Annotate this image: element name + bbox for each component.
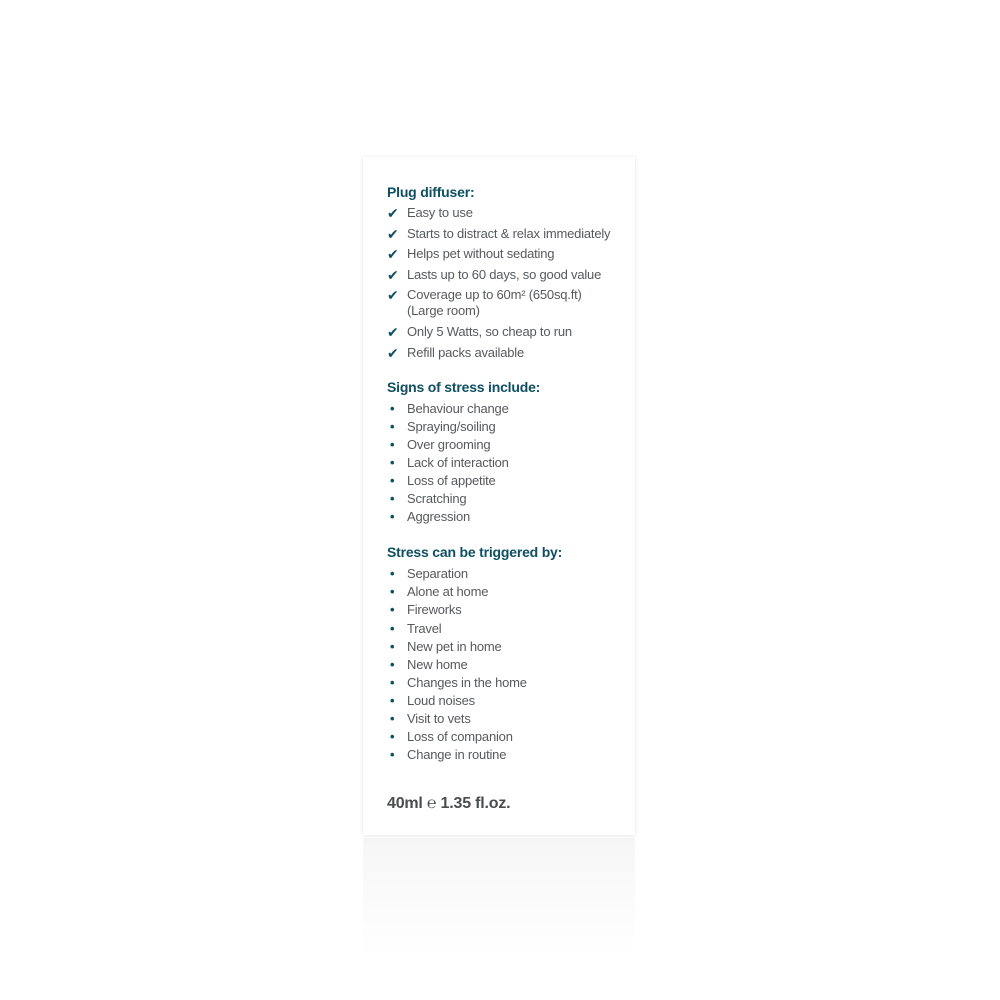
bullet-icon: •: [390, 436, 395, 452]
list-item: [387, 710, 627, 728]
bullet-icon: •: [390, 729, 395, 745]
check-icon: ✔: [387, 323, 399, 340]
list-item: [387, 205, 627, 221]
bullet-icon: •: [390, 620, 395, 636]
list-item: [387, 656, 627, 674]
list-item: [387, 324, 627, 340]
bullet-icon: •: [390, 472, 395, 488]
list-item-text: Over grooming: [407, 436, 491, 452]
bullet-icon: •: [390, 491, 395, 507]
check-icon: ✔: [387, 205, 399, 221]
list-item: [387, 601, 627, 619]
bullet-icon: •: [390, 566, 395, 582]
volume-label: 40ml ℮ 1.35 fl.oz.: [387, 795, 511, 812]
list-item: [387, 287, 613, 319]
list-item: [387, 345, 627, 361]
list-item-text: New pet in home: [407, 638, 502, 654]
list-item-text: Lack of interaction: [407, 454, 509, 470]
list-item-text: New home: [407, 656, 468, 672]
plug-diffuser-list: [387, 205, 627, 361]
plug-diffuser-section: [387, 183, 627, 361]
list-item: [387, 472, 627, 490]
bullet-icon: •: [390, 674, 395, 690]
bullet-icon: •: [390, 692, 395, 708]
list-item: [387, 728, 627, 746]
list-item-text: Easy to use: [407, 205, 473, 220]
list-item-text: Starts to distract & relax immediately: [407, 225, 611, 241]
list-item: [387, 418, 627, 436]
list-item-text: Only 5 Watts, so cheap to run: [407, 323, 572, 339]
check-icon: ✔: [387, 344, 399, 361]
list-item-text: Travel: [407, 620, 442, 636]
bullet-icon: •: [390, 656, 395, 672]
list-item: [387, 565, 627, 583]
list-item-text: Lasts up to 60 days, so good value: [407, 266, 602, 282]
stress-triggers-list: [387, 565, 627, 764]
list-item-text: Changes in the home: [407, 674, 527, 690]
bullet-icon: •: [390, 454, 395, 470]
list-item-text: Visit to vets: [407, 710, 471, 726]
list-item: [387, 436, 627, 454]
list-item: [387, 692, 627, 710]
box-reflection: [363, 838, 635, 958]
list-item-text: Spraying/soiling: [407, 418, 496, 434]
list-item-text: Alone at home: [407, 584, 489, 600]
list-item-text: Helps pet without sedating: [407, 246, 555, 262]
list-item-text: Fireworks: [407, 602, 462, 618]
list-item: [387, 400, 627, 418]
list-item-text: Coverage up to 60m² (650sq.ft) (Large room): [407, 287, 582, 319]
stress-triggers-heading: Stress can be triggered by:: [387, 544, 563, 561]
list-item: [387, 490, 627, 508]
list-item: [387, 454, 627, 472]
list-item: [387, 267, 627, 283]
plug-diffuser-heading: Plug diffuser:: [387, 184, 475, 200]
bullet-icon: •: [390, 584, 395, 600]
bullet-icon: •: [390, 638, 395, 654]
list-item: [387, 226, 627, 242]
list-item-text: Aggression: [407, 509, 471, 525]
signs-of-stress-section: [387, 378, 627, 527]
list-item: [387, 638, 627, 656]
bullet-icon: •: [390, 710, 395, 726]
list-item: [387, 620, 627, 638]
check-icon: ✔: [387, 225, 399, 242]
signs-of-stress-heading: Signs of stress include:: [387, 378, 541, 395]
list-item-text: Change in routine: [407, 747, 507, 763]
list-item: [387, 508, 627, 526]
bullet-icon: •: [390, 418, 395, 434]
check-icon: ✔: [387, 246, 399, 263]
list-item-text: Scratching: [407, 491, 467, 507]
list-item-text: Loss of companion: [407, 729, 513, 745]
panel-content: [387, 183, 627, 764]
list-item-text: Separation: [407, 566, 468, 582]
list-item: [387, 246, 627, 262]
list-item: [387, 583, 627, 601]
stress-triggers-section: [387, 543, 627, 764]
check-icon: ✔: [387, 266, 399, 283]
list-item-text: Loud noises: [407, 692, 475, 708]
list-item: [387, 674, 627, 692]
check-icon: ✔: [387, 287, 399, 304]
list-item-text: Behaviour change: [407, 400, 509, 416]
bullet-icon: •: [390, 400, 395, 416]
list-item-text: Refill packs available: [407, 344, 524, 360]
bullet-icon: •: [390, 602, 395, 618]
product-box-side-panel: [363, 157, 635, 835]
list-item-text: Loss of appetite: [407, 472, 496, 488]
list-item: [387, 746, 627, 764]
signs-of-stress-list: [387, 400, 627, 527]
bullet-icon: •: [390, 509, 395, 525]
bullet-icon: •: [390, 747, 395, 763]
